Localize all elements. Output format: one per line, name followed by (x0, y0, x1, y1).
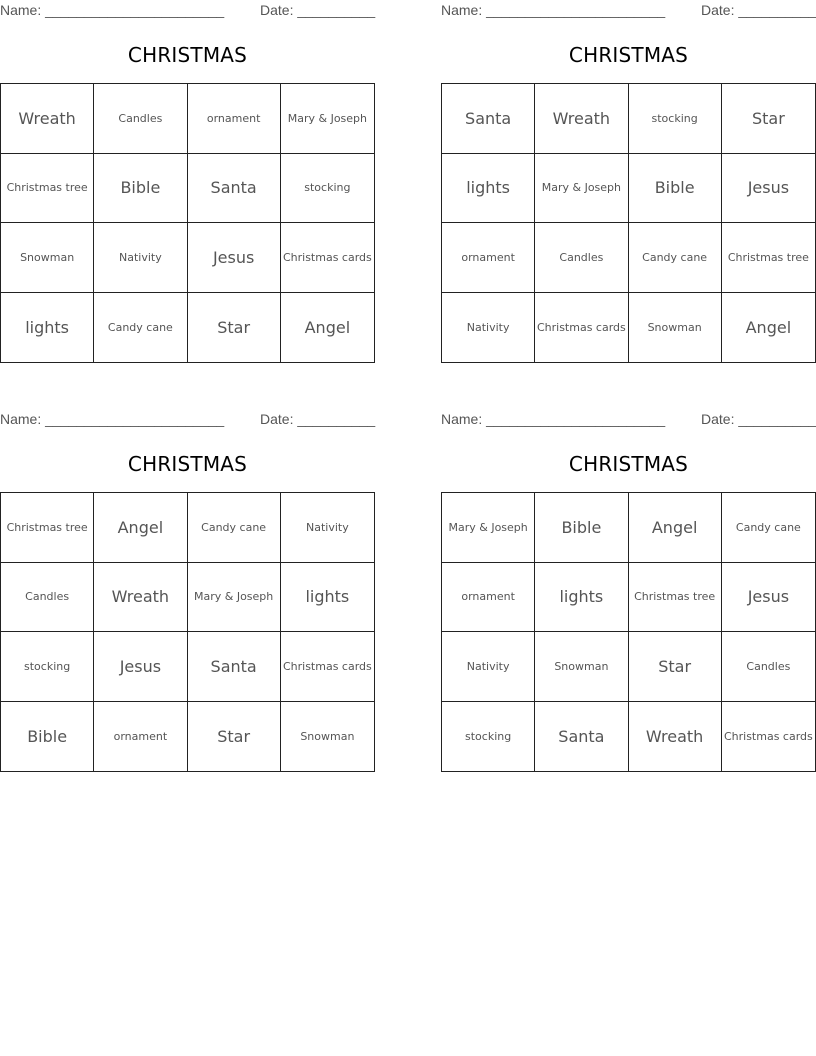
grid-cell: Snowman (629, 293, 722, 363)
grid-cell: Snowman (300, 729, 355, 743)
grid-cell: Star (629, 632, 722, 702)
grid-cell: Christmas tree (1, 154, 94, 224)
grid-cell: Santa (188, 154, 281, 224)
bingo-card (0, 0, 375, 375)
grid-cell: Candles (535, 223, 628, 293)
grid-cell: Nativity (94, 223, 187, 293)
grid-cell: Christmas tree (629, 563, 722, 633)
grid-cell: Santa (442, 84, 535, 154)
grid-cell: Mary & Joseph (442, 493, 535, 563)
grid-cell: Christmas cards (723, 729, 813, 743)
bingo-card (0, 409, 375, 784)
grid-cell: Wreath (629, 702, 722, 772)
grid-cell: Bible (94, 154, 187, 224)
bingo-grid (0, 492, 375, 772)
grid-cell: Jesus (722, 563, 815, 633)
card-title: CHRISTMAS (568, 43, 689, 67)
bingo-grid (441, 83, 816, 363)
grid-cell: Christmas cards (535, 293, 628, 363)
bingo-grid (0, 83, 375, 363)
grid-cell: Angel (304, 317, 351, 337)
grid-cell: Christmas tree (722, 223, 815, 293)
grid-cell: Bible (1, 702, 94, 772)
name-field-label: Name: _______________________ (0, 2, 225, 18)
grid-cell: Angel (745, 317, 792, 337)
grid-cell: stocking (1, 632, 94, 702)
grid-cell: Christmas cards (281, 632, 374, 702)
grid-cell: Candy cane (722, 493, 815, 563)
grid-cell: Nativity (442, 293, 535, 363)
date-field-label: Date: __________ (701, 2, 816, 18)
grid-cell: Bible (535, 493, 628, 563)
grid-cell: Star (188, 293, 281, 363)
grid-cell: Jesus (188, 223, 281, 293)
grid-cell: ornament (442, 563, 535, 633)
name-field-label: Name: _______________________ (0, 411, 225, 427)
grid-cell: Wreath (94, 563, 187, 633)
name-field-label: Name: _______________________ (441, 2, 666, 18)
grid-cell: Christmas cards (281, 223, 374, 293)
grid-cell: lights (442, 154, 535, 224)
grid-cell: Mary & Joseph (281, 84, 374, 154)
name-field-label: Name: _______________________ (441, 411, 666, 427)
card-title: CHRISTMAS (127, 452, 248, 476)
grid-cell: Candy cane (629, 223, 722, 293)
grid-cell: Angel (629, 493, 722, 563)
grid-cell: Nativity (442, 632, 535, 702)
date-field-label: Date: __________ (260, 411, 376, 427)
grid-cell: Candles (1, 563, 94, 633)
grid-cell: Santa (188, 632, 281, 702)
grid-cell: Star (722, 84, 815, 154)
date-field-label: Date: __________ (260, 2, 376, 18)
grid-cell: Candy cane (94, 293, 187, 363)
grid-cell: Bible (629, 154, 722, 224)
bingo-grid (441, 492, 816, 772)
grid-cell: Jesus (722, 154, 815, 224)
grid-cell: Mary & Joseph (188, 563, 281, 633)
grid-cell: stocking (629, 84, 722, 154)
bingo-card (441, 0, 816, 375)
grid-cell: lights (1, 293, 94, 363)
grid-cell: Snowman (535, 632, 628, 702)
date-field-label: Date: __________ (701, 411, 816, 427)
grid-cell: lights (535, 563, 628, 633)
grid-cell: Nativity (281, 493, 374, 563)
card-header (441, 411, 816, 429)
card-title: CHRISTMAS (127, 43, 248, 67)
grid-cell: Candy cane (188, 493, 281, 563)
grid-cell: Angel (94, 493, 187, 563)
bingo-card (441, 409, 816, 784)
grid-cell: Santa (535, 702, 628, 772)
grid-cell: stocking (442, 702, 535, 772)
card-header (441, 2, 816, 20)
grid-cell: Christmas tree (1, 493, 94, 563)
grid-cell: Candles (94, 84, 187, 154)
grid-cell: Jesus (94, 632, 187, 702)
grid-cell: Wreath (1, 84, 94, 154)
grid-cell: stocking (281, 154, 374, 224)
card-title: CHRISTMAS (568, 452, 689, 476)
grid-cell: Wreath (535, 84, 628, 154)
grid-cell: ornament (188, 84, 281, 154)
grid-cell: Candles (722, 632, 815, 702)
grid-cell: ornament (94, 702, 187, 772)
card-header (0, 2, 375, 20)
grid-cell: Snowman (1, 223, 94, 293)
grid-cell: ornament (442, 223, 535, 293)
grid-cell: Star (188, 702, 281, 772)
grid-cell: lights (281, 563, 374, 633)
card-header (0, 411, 375, 429)
grid-cell: Mary & Joseph (535, 154, 628, 224)
